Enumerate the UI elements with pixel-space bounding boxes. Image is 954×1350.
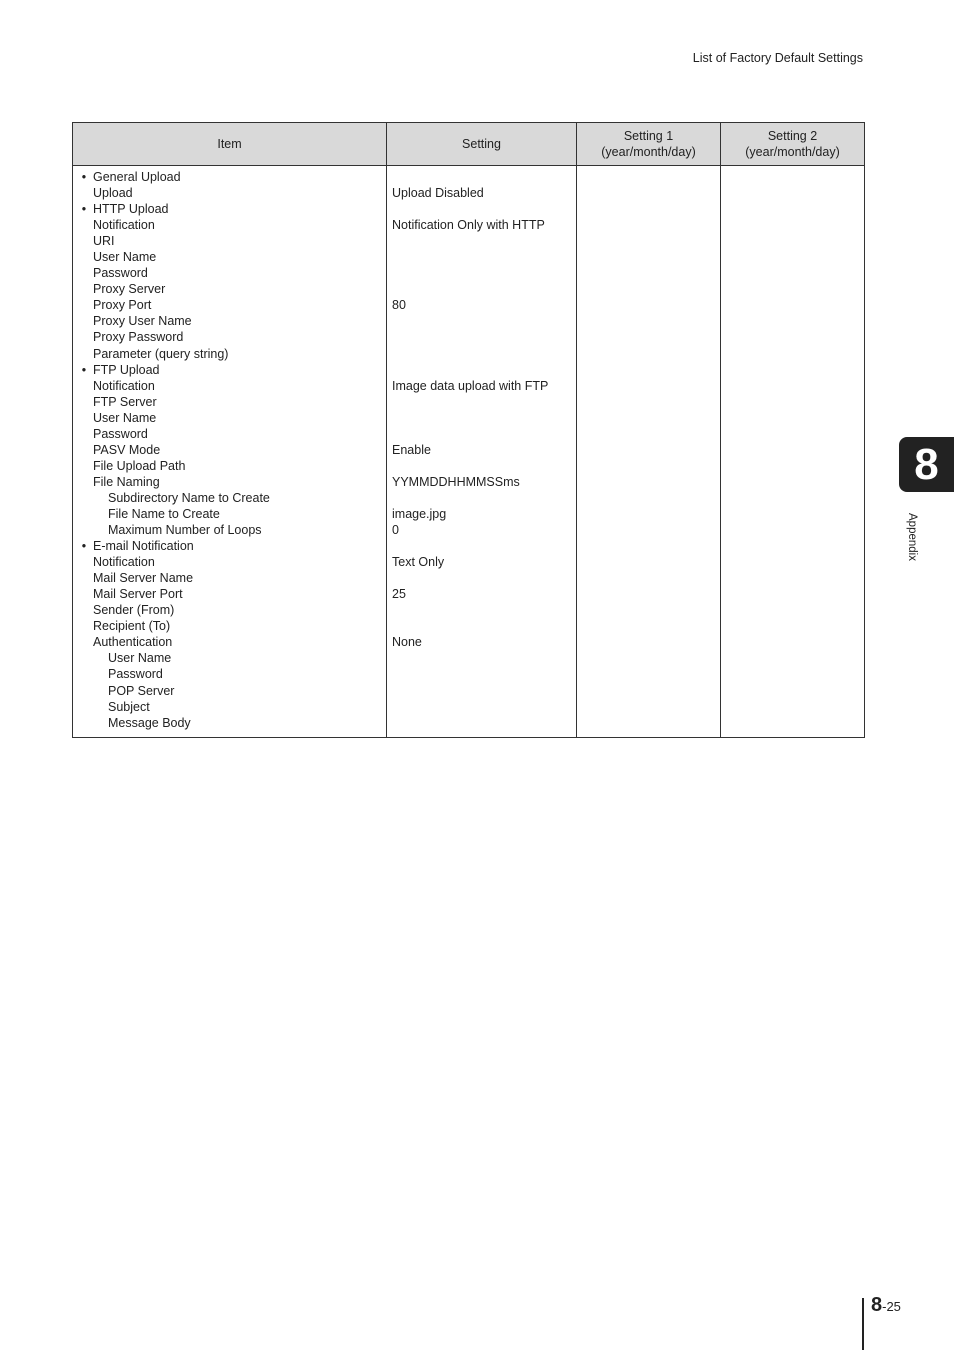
header-item: Item xyxy=(73,123,387,166)
setting-value: Image data upload with FTP xyxy=(392,378,549,393)
item-label: General Upload xyxy=(93,170,181,184)
item-line xyxy=(73,586,386,602)
bullet-icon: • xyxy=(81,362,87,377)
item-line xyxy=(73,426,386,442)
item-column xyxy=(73,166,387,738)
item-line xyxy=(73,313,386,329)
item-label: File Upload Path xyxy=(93,458,186,473)
item-line xyxy=(73,265,386,281)
item-label: PASV Mode xyxy=(93,442,161,457)
bullet-icon: • xyxy=(81,202,87,217)
item-line xyxy=(73,666,386,682)
item-label: Notification xyxy=(93,378,155,393)
table-header-row xyxy=(73,123,865,166)
page-number xyxy=(871,1294,901,1317)
item-label: Password xyxy=(108,667,163,682)
item-line xyxy=(73,378,386,394)
setting-value: image.jpg xyxy=(392,506,447,521)
item-line xyxy=(73,602,386,618)
item-label: Sender (From) xyxy=(93,603,175,618)
item-label: Recipient (To) xyxy=(93,619,171,634)
item-line xyxy=(73,570,386,586)
item-label: User Name xyxy=(108,651,172,666)
setting-value xyxy=(387,426,576,442)
setting-value xyxy=(387,313,576,329)
item-label: User Name xyxy=(93,250,157,265)
item-line xyxy=(73,281,386,297)
setting-value xyxy=(387,683,576,699)
item-line xyxy=(73,699,386,715)
item-line xyxy=(73,442,386,458)
item-line xyxy=(73,394,386,410)
chapter-tab: 8 xyxy=(899,437,954,492)
setting-value xyxy=(387,201,576,217)
item-line xyxy=(73,362,386,378)
item-line xyxy=(73,185,386,201)
item-line xyxy=(73,538,386,554)
setting-1-column xyxy=(577,166,721,738)
setting-value xyxy=(387,618,576,634)
setting-value xyxy=(387,410,576,426)
item-label: Proxy Password xyxy=(93,330,184,345)
setting-value xyxy=(387,538,576,554)
item-label: Password xyxy=(93,266,148,281)
setting-value xyxy=(387,329,576,345)
setting-value xyxy=(387,169,576,185)
setting-value: 0 xyxy=(392,523,399,538)
setting-value xyxy=(387,458,576,474)
item-label: Notification xyxy=(93,218,155,233)
setting-value xyxy=(387,265,576,281)
header-setting-2: Setting 2 (year/month/day) xyxy=(721,123,865,166)
item-line xyxy=(73,169,386,185)
item-line xyxy=(73,217,386,233)
item-line xyxy=(73,715,386,731)
item-label: File Name to Create xyxy=(108,506,220,521)
setting-column xyxy=(387,166,577,738)
item-label: FTP Server xyxy=(93,394,157,409)
item-line xyxy=(73,458,386,474)
item-label: Notification xyxy=(93,555,155,570)
item-label: Proxy User Name xyxy=(93,314,192,329)
setting-value xyxy=(387,699,576,715)
setting-value xyxy=(387,394,576,410)
item-label: Maximum Number of Loops xyxy=(108,523,262,538)
item-line xyxy=(73,249,386,265)
item-label: Mail Server Port xyxy=(93,587,183,602)
item-label: File Naming xyxy=(93,474,160,489)
setting-value: None xyxy=(392,635,422,650)
running-header: List of Factory Default Settings xyxy=(692,51,863,65)
item-line xyxy=(73,506,386,522)
header-setting-1: Setting 1 (year/month/day) xyxy=(577,123,721,166)
setting-value: Enable xyxy=(392,442,431,457)
setting-value xyxy=(387,715,576,731)
page-suffix: -25 xyxy=(882,1299,901,1314)
item-label: Subject xyxy=(108,699,150,714)
item-label: Mail Server Name xyxy=(93,571,194,586)
bullet-icon: • xyxy=(81,170,87,184)
setting-value xyxy=(387,602,576,618)
page-number-rule xyxy=(862,1298,864,1350)
item-line xyxy=(73,554,386,570)
item-label: Proxy Server xyxy=(93,282,166,297)
item-line xyxy=(73,346,386,362)
setting-value xyxy=(387,490,576,506)
item-line xyxy=(73,297,386,313)
item-line xyxy=(73,329,386,345)
bullet-icon: • xyxy=(81,539,87,554)
setting-value xyxy=(387,362,576,378)
item-label: Parameter (query string) xyxy=(93,346,229,361)
setting-value xyxy=(387,233,576,249)
setting-value xyxy=(387,650,576,666)
item-label: HTTP Upload xyxy=(93,202,169,217)
item-label: POP Server xyxy=(108,683,175,698)
setting-value: YYMMDDHHMMSSms xyxy=(392,474,520,489)
item-label: Password xyxy=(93,426,148,441)
item-label: Upload xyxy=(93,186,133,201)
item-label: FTP Upload xyxy=(93,362,160,377)
setting-value: Upload Disabled xyxy=(392,186,484,201)
item-label: E-mail Notification xyxy=(93,539,194,554)
setting-value xyxy=(387,249,576,265)
item-line xyxy=(73,201,386,217)
setting-value: 25 xyxy=(392,587,406,602)
item-line xyxy=(73,410,386,426)
setting-value: Notification Only with HTTP xyxy=(392,218,545,233)
item-line xyxy=(73,683,386,699)
table-row xyxy=(73,166,865,738)
item-line xyxy=(73,233,386,249)
item-line xyxy=(73,650,386,666)
setting-value xyxy=(387,346,576,362)
setting-value xyxy=(387,281,576,297)
item-line xyxy=(73,490,386,506)
setting-2-column xyxy=(721,166,865,738)
setting-value xyxy=(387,666,576,682)
item-label: Authentication xyxy=(93,635,173,650)
setting-value: Text Only xyxy=(392,555,445,570)
item-line xyxy=(73,474,386,490)
chapter-label: Appendix xyxy=(906,513,918,561)
setting-value: 80 xyxy=(392,298,406,313)
item-line xyxy=(73,634,386,650)
item-label: URI xyxy=(93,234,115,249)
setting-value xyxy=(387,570,576,586)
item-label: Subdirectory Name to Create xyxy=(108,490,270,505)
item-line xyxy=(73,522,386,538)
header-setting: Setting xyxy=(387,123,577,166)
item-label: User Name xyxy=(93,410,157,425)
settings-table xyxy=(72,122,865,738)
item-label: Message Body xyxy=(108,715,191,730)
item-label: Proxy Port xyxy=(93,298,152,313)
page-chapter: 8 xyxy=(871,1294,883,1316)
item-line xyxy=(73,618,386,634)
